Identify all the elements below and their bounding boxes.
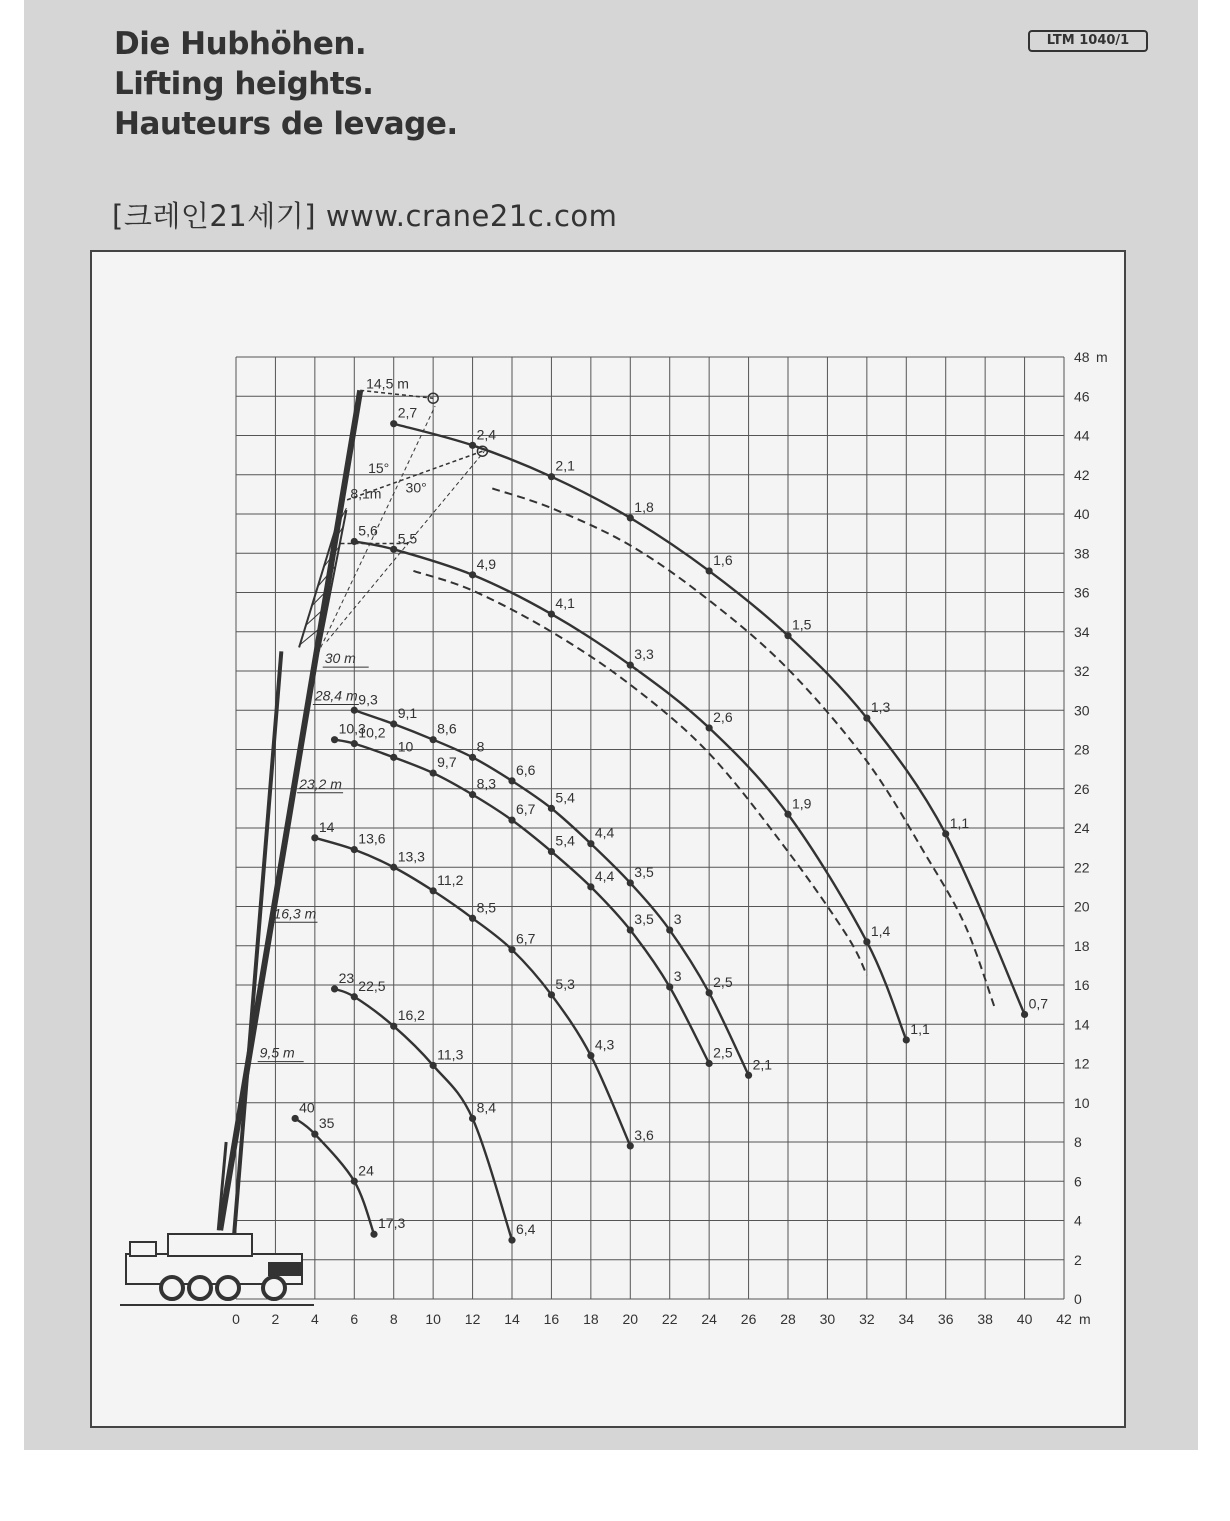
x-tick-label: 42 bbox=[1056, 1311, 1072, 1327]
data-label: 5,4 bbox=[555, 789, 575, 806]
data-point bbox=[351, 740, 358, 747]
x-tick-label: 24 bbox=[701, 1311, 717, 1327]
data-point bbox=[548, 610, 555, 617]
x-tick-label: 18 bbox=[583, 1311, 599, 1327]
wheel-2 bbox=[189, 1277, 211, 1299]
data-label: 2,6 bbox=[713, 708, 733, 725]
data-point bbox=[863, 715, 870, 722]
x-tick-label: 28 bbox=[780, 1311, 796, 1327]
data-point bbox=[390, 1023, 397, 1030]
jib-label: 14,5 m bbox=[366, 375, 409, 392]
data-point bbox=[587, 1052, 594, 1059]
data-point bbox=[508, 1237, 515, 1244]
x-tick-label: 34 bbox=[898, 1311, 915, 1327]
data-label: 5,6 bbox=[358, 522, 378, 539]
data-label: 24 bbox=[358, 1162, 374, 1179]
data-label: 3,5 bbox=[634, 863, 654, 880]
data-point bbox=[587, 840, 594, 847]
x-tick-label: 10 bbox=[425, 1311, 441, 1327]
data-label: 1,3 bbox=[870, 699, 891, 716]
jib-offset-position bbox=[360, 390, 433, 398]
data-point bbox=[351, 538, 358, 545]
data-label: 8,4 bbox=[476, 1099, 497, 1116]
data-label: 40 bbox=[299, 1099, 315, 1116]
data-label: 1,9 bbox=[792, 795, 812, 812]
y-tick-label: 20 bbox=[1074, 898, 1090, 915]
data-point bbox=[331, 985, 338, 992]
data-label: 2,1 bbox=[555, 457, 575, 474]
y-tick-label: 16 bbox=[1074, 977, 1090, 993]
data-point bbox=[1021, 1011, 1028, 1018]
y-tick-label: 4 bbox=[1074, 1212, 1082, 1229]
data-label: 4,3 bbox=[594, 1036, 615, 1053]
data-point bbox=[331, 736, 338, 743]
data-label: 8 bbox=[476, 738, 485, 755]
y-tick-label: 6 bbox=[1074, 1173, 1082, 1190]
x-tick-label: 32 bbox=[859, 1311, 875, 1327]
data-label: 4,4 bbox=[594, 867, 615, 884]
data-point bbox=[548, 848, 555, 855]
crane-counterweight bbox=[268, 1262, 302, 1276]
x-tick-label: 6 bbox=[350, 1311, 359, 1327]
data-label: 13,3 bbox=[397, 848, 425, 865]
data-label: 9,1 bbox=[397, 704, 418, 721]
title-en: Lifting heights. bbox=[114, 66, 374, 102]
x-unit-label: m bbox=[1079, 1311, 1091, 1327]
data-point bbox=[351, 846, 358, 853]
data-label: 5,5 bbox=[397, 530, 418, 547]
x-tick-label: 4 bbox=[310, 1311, 319, 1327]
data-point bbox=[706, 1060, 713, 1067]
x-tick-label: 36 bbox=[937, 1311, 954, 1327]
y-tick-label: 26 bbox=[1074, 780, 1090, 797]
boom-length-label: 16,3 m bbox=[273, 905, 317, 922]
y-tick-label: 46 bbox=[1074, 388, 1090, 405]
data-label: 9,3 bbox=[358, 691, 378, 708]
data-label: 3,6 bbox=[634, 1126, 654, 1143]
data-point bbox=[390, 754, 397, 761]
data-label: 1,5 bbox=[792, 616, 812, 633]
data-label: 2,5 bbox=[713, 1044, 733, 1061]
data-label: 4,4 bbox=[594, 824, 615, 841]
data-label: 11,2 bbox=[437, 871, 464, 888]
data-label: 22,5 bbox=[358, 977, 386, 994]
data-label: 16,2 bbox=[397, 1007, 425, 1024]
data-label: 4,9 bbox=[476, 555, 497, 572]
data-label: 10,3 bbox=[338, 720, 366, 737]
data-label: 14 bbox=[318, 818, 335, 835]
data-point bbox=[706, 724, 713, 731]
y-tick-label: 14 bbox=[1074, 1016, 1090, 1033]
data-label: 8,3 bbox=[476, 775, 497, 792]
crane-illustration bbox=[120, 375, 487, 1305]
data-label: 5,3 bbox=[555, 975, 575, 992]
data-point bbox=[627, 514, 634, 521]
data-point bbox=[548, 473, 555, 480]
data-point bbox=[784, 632, 791, 639]
title-de: Die Hubhöhen. bbox=[114, 26, 367, 62]
data-point bbox=[706, 567, 713, 574]
data-point bbox=[706, 989, 713, 996]
data-point bbox=[469, 915, 476, 922]
data-point bbox=[430, 887, 437, 894]
data-point bbox=[666, 983, 673, 990]
data-label: 1,4 bbox=[870, 922, 891, 939]
data-label: 0,7 bbox=[1028, 995, 1049, 1012]
data-point bbox=[666, 926, 673, 933]
data-point bbox=[390, 720, 397, 727]
wheel-4 bbox=[263, 1277, 285, 1299]
wheel-3 bbox=[217, 1277, 239, 1299]
data-point bbox=[370, 1231, 377, 1238]
data-point bbox=[311, 834, 318, 841]
y-tick-label: 30 bbox=[1074, 702, 1090, 719]
y-tick-label: 2 bbox=[1074, 1251, 1082, 1268]
data-label: 1,8 bbox=[634, 498, 654, 515]
data-label: 13,6 bbox=[358, 830, 386, 847]
data-point bbox=[469, 571, 476, 578]
y-tick-label: 36 bbox=[1074, 584, 1090, 601]
watermark-text: [크레인21세기] www.crane21c.com bbox=[112, 199, 618, 233]
y-tick-label: 18 bbox=[1074, 937, 1090, 954]
boom-section bbox=[234, 651, 281, 1234]
lifting-height-chart bbox=[92, 252, 1124, 1426]
data-point bbox=[390, 864, 397, 871]
y-tick-label: 24 bbox=[1074, 820, 1090, 836]
boom-length-label: 30 m bbox=[324, 650, 356, 667]
y-tick-label: 48 bbox=[1074, 349, 1090, 365]
x-tick-label: 22 bbox=[661, 1311, 678, 1327]
data-point bbox=[469, 754, 476, 761]
y-tick-label: 22 bbox=[1074, 859, 1090, 876]
x-tick-label: 2 bbox=[271, 1311, 280, 1327]
wheel-1 bbox=[161, 1277, 183, 1299]
y-tick-label: 10 bbox=[1074, 1094, 1090, 1111]
data-point bbox=[390, 420, 397, 427]
y-tick-label: 40 bbox=[1074, 506, 1090, 522]
data-point bbox=[469, 442, 476, 449]
data-label: 8,5 bbox=[476, 899, 497, 916]
data-point bbox=[390, 546, 397, 553]
data-label: 3 bbox=[673, 967, 682, 984]
data-label: 8,6 bbox=[437, 720, 457, 737]
data-label: 11,3 bbox=[437, 1046, 464, 1063]
y-tick-label: 28 bbox=[1074, 741, 1090, 758]
data-point bbox=[903, 1036, 910, 1043]
data-label: 6,7 bbox=[516, 930, 536, 947]
data-label: 23 bbox=[338, 969, 355, 986]
dashed-curve bbox=[492, 488, 995, 1008]
y-tick-label: 44 bbox=[1074, 427, 1090, 444]
data-point bbox=[627, 926, 634, 933]
data-label: 35 bbox=[318, 1115, 335, 1132]
jib-label: 15° bbox=[368, 459, 390, 476]
x-tick-label: 30 bbox=[819, 1311, 836, 1327]
data-point bbox=[508, 777, 515, 784]
chart-frame bbox=[90, 250, 1126, 1428]
data-point bbox=[311, 1131, 318, 1138]
data-point bbox=[351, 1178, 358, 1185]
y-tick-label: 42 bbox=[1074, 466, 1090, 483]
data-point bbox=[430, 769, 437, 776]
jib-label: 8,1m bbox=[350, 485, 382, 502]
data-point bbox=[469, 791, 476, 798]
data-label: 1,1 bbox=[949, 814, 970, 831]
data-label: 6,4 bbox=[516, 1221, 536, 1238]
x-tick-label: 8 bbox=[389, 1311, 398, 1327]
data-point bbox=[430, 1062, 437, 1069]
data-point bbox=[627, 1142, 634, 1149]
data-point bbox=[942, 830, 949, 837]
data-label: 3,3 bbox=[634, 646, 654, 663]
data-point bbox=[745, 1072, 752, 1079]
data-point bbox=[351, 993, 358, 1000]
data-label: 2,5 bbox=[713, 973, 733, 990]
y-tick-label: 12 bbox=[1074, 1055, 1090, 1072]
model-badge: LTM 1040/1 bbox=[1028, 30, 1148, 52]
data-label: 3,5 bbox=[634, 911, 654, 928]
y-tick-label: 0 bbox=[1074, 1291, 1082, 1307]
data-point bbox=[508, 946, 515, 953]
y-tick-label: 38 bbox=[1074, 545, 1090, 562]
data-label: 6,6 bbox=[516, 761, 536, 778]
y-unit-label: m bbox=[1096, 349, 1108, 365]
data-point bbox=[351, 707, 358, 714]
data-point bbox=[627, 879, 634, 886]
crane-cab bbox=[130, 1242, 156, 1256]
boom-length-label: 23,2 m bbox=[299, 775, 342, 792]
data-point bbox=[430, 736, 437, 743]
x-tick-label: 40 bbox=[1016, 1311, 1033, 1327]
boom-length-label: 28,4 m bbox=[314, 687, 358, 704]
y-tick-label: 34 bbox=[1074, 623, 1090, 640]
x-tick-label: 0 bbox=[232, 1311, 240, 1327]
x-tick-label: 14 bbox=[504, 1311, 520, 1327]
data-point bbox=[587, 883, 594, 890]
y-tick-label: 32 bbox=[1074, 663, 1090, 679]
x-tick-label: 20 bbox=[622, 1311, 639, 1327]
data-point bbox=[548, 805, 555, 812]
data-point bbox=[469, 1115, 476, 1122]
data-point bbox=[292, 1115, 299, 1122]
data-point bbox=[863, 938, 870, 945]
data-label: 17,3 bbox=[378, 1215, 406, 1232]
data-label: 4,1 bbox=[555, 595, 575, 612]
data-label: 2,7 bbox=[397, 404, 418, 421]
jib-label: 30° bbox=[405, 479, 427, 496]
data-point bbox=[784, 811, 791, 818]
x-tick-label: 12 bbox=[464, 1311, 481, 1327]
x-tick-label: 16 bbox=[543, 1311, 560, 1327]
data-point bbox=[627, 662, 634, 669]
data-label: 10,2 bbox=[358, 724, 386, 741]
data-label: 9,7 bbox=[437, 754, 457, 771]
title-fr: Hauteurs de levage. bbox=[114, 106, 458, 142]
data-label: 2,1 bbox=[752, 1056, 773, 1073]
data-label: 2,4 bbox=[476, 426, 497, 443]
data-label: 1,1 bbox=[910, 1020, 930, 1037]
data-point bbox=[508, 817, 515, 824]
data-label: 5,4 bbox=[555, 832, 575, 849]
x-tick-label: 26 bbox=[740, 1311, 757, 1327]
page-title bbox=[114, 24, 458, 144]
data-label: 10 bbox=[397, 738, 414, 755]
y-tick-label: 8 bbox=[1074, 1134, 1082, 1150]
data-point bbox=[548, 991, 555, 998]
data-label: 1,6 bbox=[713, 551, 733, 568]
data-label: 6,7 bbox=[516, 801, 536, 818]
x-tick-label: 38 bbox=[977, 1311, 993, 1327]
crane-superstructure bbox=[168, 1234, 252, 1256]
data-label: 3 bbox=[673, 911, 682, 928]
boom-length-label: 9,5 m bbox=[259, 1044, 295, 1061]
